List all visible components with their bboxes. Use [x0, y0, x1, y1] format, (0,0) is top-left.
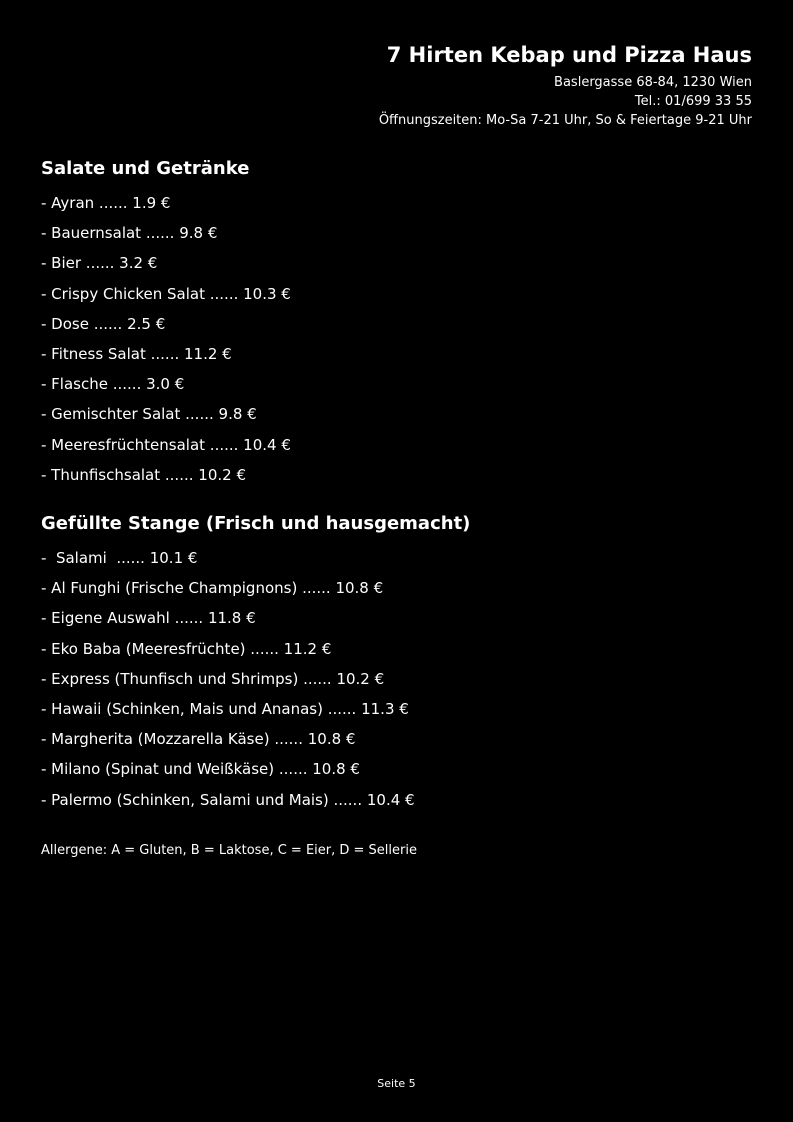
menu-item: - Eigene Auswahl ...... 11.8 €: [41, 609, 256, 628]
menu-item: - Ayran ...... 1.9 €: [41, 194, 171, 212]
restaurant-phone: Tel.: 01/699 33 55: [634, 94, 752, 109]
menu-content: [41, 154, 752, 860]
allergen-note: Allergene: A = Gluten, B = Laktose, C = Eier, D = Sellerie: [41, 842, 417, 858]
menu-item: - Bier ...... 3.2 €: [41, 254, 158, 273]
menu-item: - Crispy Chicken Salat ...... 10.3 €: [41, 284, 291, 303]
opening-hours: Öffnungszeiten: Mo-Sa 7-21 Uhr, So & Feiertage 9-21 Uhr: [378, 113, 752, 128]
menu-item-list: [41, 188, 752, 490]
menu-item: - Milano (Spinat und Weißkäse) ...... 10.8 €: [41, 760, 360, 779]
menu-item: - Thunfischsalat ...... 10.2 €: [41, 465, 246, 484]
menu-section-salads-drinks: [41, 154, 752, 490]
menu-item-list: [41, 543, 752, 815]
menu-item: - Eko Baba (Meeresfrüchte) ...... 11.2 €: [41, 639, 332, 658]
menu-item: - Salami ...... 10.1 €: [41, 549, 198, 568]
page-number: Seite 5: [377, 1077, 416, 1090]
menu-item: - Palermo (Schinken, Salami und Mais) ...... 10.4 €: [41, 790, 415, 809]
menu-item: - Margherita (Mozzarella Käse) ...... 10.8 €: [41, 730, 356, 749]
menu-item: - Dose ...... 2.5 €: [41, 314, 166, 333]
section-title: Salate und Getränke: [41, 158, 250, 179]
menu-item: - Bauernsalat ...... 9.8 €: [41, 224, 218, 243]
menu-item: - Gemischter Salat ...... 9.8 €: [41, 405, 257, 424]
restaurant-address: Baslergasse 68-84, 1230 Wien: [554, 75, 752, 90]
menu-item: - Meeresfrüchtensalat ...... 10.4 €: [41, 435, 291, 454]
restaurant-name: 7 Hirten Kebap und Pizza Haus: [386, 43, 752, 67]
menu-section-filled-baguette: [41, 509, 752, 815]
menu-item: - Al Funghi (Frische Champignons) ...... 10.8 €: [41, 579, 384, 598]
restaurant-header: [379, 40, 752, 130]
menu-item: - Flasche ...... 3.0 €: [41, 375, 185, 394]
section-title: Gefüllte Stange (Frisch und hausgemacht): [41, 513, 471, 535]
menu-item: - Fitness Salat ...... 11.2 €: [41, 345, 232, 364]
menu-item: - Express (Thunfisch und Shrimps) ...... 10.2 €: [41, 669, 385, 688]
menu-item: - Hawaii (Schinken, Mais und Ananas) ...... 11.3 €: [41, 700, 409, 719]
